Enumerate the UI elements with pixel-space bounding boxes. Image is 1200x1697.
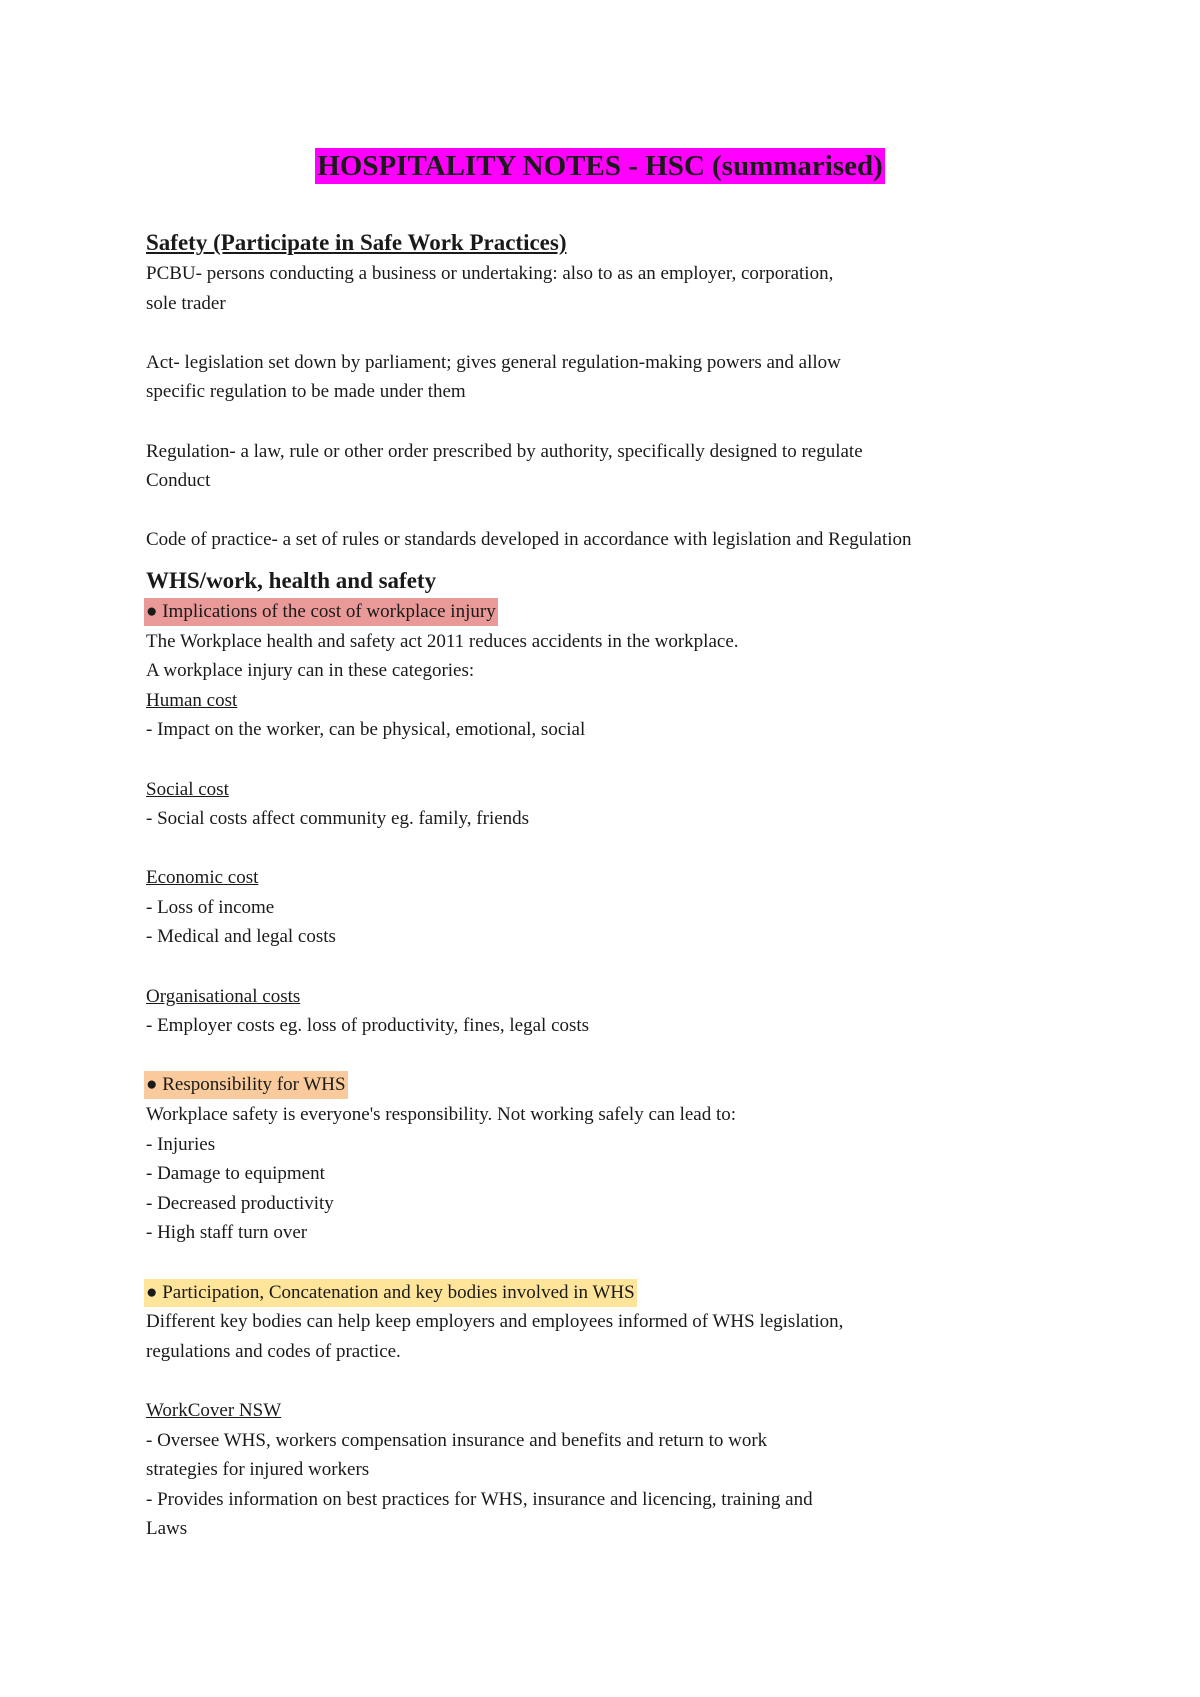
workcover-item1-line2: strategies for injured workers [146, 1459, 370, 1481]
responsibility-item: - Injuries [146, 1133, 216, 1155]
document-body [146, 227, 1076, 1544]
implications-bullet-line [146, 597, 1076, 627]
human-cost-label: Human cost [146, 689, 238, 711]
responsibility-item: - Decreased productivity [146, 1192, 334, 1214]
economic-cost-label: Economic cost [146, 867, 259, 889]
implications-text-line1: The Workplace health and safety act 2011 reduces accidents in the workplace. [146, 630, 739, 652]
economic-cost-item: - Loss of income [146, 896, 275, 918]
spacer [146, 834, 1076, 864]
spacer [146, 1248, 1076, 1278]
responsibility-item: - High staff turn over [146, 1222, 308, 1244]
participation-text-line2: regulations and codes of practice. [146, 1340, 401, 1362]
social-cost-label-line [146, 775, 1076, 805]
responsibility-bullet: ● Responsibility for WHS [144, 1071, 348, 1099]
workcover-item2-line1: - Provides information on best practices for WHS, insurance and licencing, training and [146, 1488, 813, 1510]
economic-cost-item: - Medical and legal costs [146, 926, 336, 948]
act-definition-line2: specific regulation to be made under them [146, 381, 466, 403]
participation-bullet-line [146, 1278, 1076, 1308]
regulation-definition-line1: Regulation- a law, rule or other order prescribed by authority, specifically designed to regulate [146, 440, 863, 462]
pcbu-definition-line2: sole trader [146, 292, 226, 314]
human-cost-text: - Impact on the worker, can be physical, emotional, social [146, 719, 586, 741]
economic-cost-label-line [146, 863, 1076, 893]
workcover-item2-line2: Laws [146, 1518, 188, 1540]
code-of-practice-definition: Code of practice- a set of rules or standards developed in accordance with legislation and Regulation [146, 529, 912, 551]
spacer [146, 745, 1076, 775]
workcover-label-line [146, 1396, 1076, 1426]
organisational-costs-label: Organisational costs [146, 985, 301, 1007]
participation-text-line1: Different key bodies can help keep employers and employees informed of WHS legislation, [146, 1311, 844, 1333]
spacer [146, 496, 1076, 526]
organisational-costs-text: - Employer costs eg. loss of productivity, fines, legal costs [146, 1015, 590, 1037]
workcover-label: WorkCover NSW [146, 1399, 282, 1421]
human-cost-label-line [146, 686, 1076, 716]
title-container [0, 148, 1200, 184]
organisational-costs-label-line [146, 982, 1076, 1012]
implications-bullet: ● Implications of the cost of workplace injury [144, 598, 498, 626]
implications-text-line2: A workplace injury can in these categories: [146, 660, 475, 682]
document-title: HOSPITALITY NOTES - HSC (summarised) [317, 150, 883, 182]
social-cost-text: - Social costs affect community eg. family, friends [146, 808, 530, 830]
safety-heading: Safety (Participate in Safe Work Practices) [146, 230, 567, 255]
responsibility-bullet-line [146, 1070, 1076, 1100]
spacer [146, 318, 1076, 348]
whs-heading: WHS/work, health and safety [146, 567, 437, 593]
spacer [146, 1366, 1076, 1396]
responsibility-item: - Damage to equipment [146, 1163, 325, 1185]
responsibility-intro: Workplace safety is everyone's responsibility. Not working safely can lead to: [146, 1104, 737, 1126]
regulation-definition-line2: Conduct [146, 470, 211, 492]
social-cost-label: Social cost [146, 778, 229, 800]
spacer [146, 1041, 1076, 1071]
act-definition-line1: Act- legislation set down by parliament; gives general regulation-making powers and allow [146, 351, 841, 373]
spacer [146, 952, 1076, 982]
spacer [146, 407, 1076, 437]
workcover-item1-line1: - Oversee WHS, workers compensation insurance and benefits and return to work [146, 1429, 768, 1451]
participation-bullet: ● Participation, Concatenation and key bodies involved in WHS [144, 1279, 637, 1307]
pcbu-definition-line1: PCBU- persons conducting a business or undertaking: also to as an employer, corporation, [146, 263, 834, 284]
